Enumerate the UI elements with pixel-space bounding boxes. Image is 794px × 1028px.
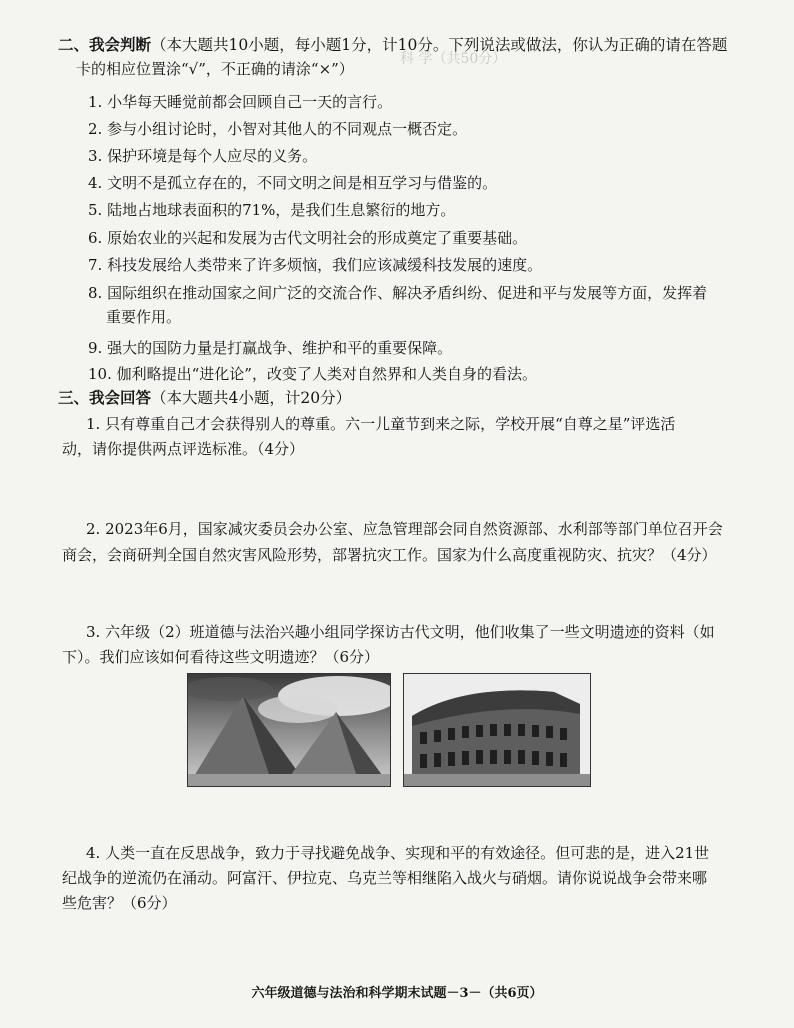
question-4-line1: 4. 人类一直在反思战争，致力于寻找避免战争、实现和平的有效途径。但可悲的是，进入21世 [86,844,710,862]
question-2-line2: 商会，会商研判全国自然灾害风险形势，部署抗灾工作。国家为什么高度重视防灾、抗灾？（4分） [62,546,717,564]
judge-item-4: 4. 文明不是孤立存在的，不同文明之间是相互学习与借鉴的。 [88,174,498,192]
judge-item-5: 5. 陆地占地球表面积的71%，是我们生息繁衍的地方。 [88,201,456,219]
page-footer: 六年级道德与法治和科学期末试题－3－（共6页） [251,986,543,1001]
judge-item-7: 7. 科技发展给人类带来了许多烦恼，我们应该减缓科技发展的速度。 [88,256,543,274]
question-1-line2: 动，请你提供两点评选标准。（4分） [62,440,305,458]
section2-note-cont: 卡的相应位置涂“√”，不正确的请涂“×”） [76,60,354,78]
judge-item-2: 2. 参与小组讨论时，小智对其他人的不同观点一概否定。 [88,120,468,138]
judge-item-10: 10. 伽利略提出“进化论”，改变了人类对自然界和人类自身的看法。 [88,365,537,383]
question-4-line3: 些危害？（6分） [62,894,177,912]
judge-item-3: 3. 保护环境是每个人应尽的义务。 [88,147,318,165]
judge-item-8: 8. 国际组织在推动国家之间广泛的交流合作、解决矛盾纠纷、促进和平与发展等方面，发挥着 [88,284,708,302]
section2-heading: 二、我会判断（本大题共10小题，每小题1分，计10分。下列说法或做法，你认为正确的请在答题 [58,35,728,54]
question-1-line1: 1. 只有尊重自己才会获得别人的尊重。六一儿童节到来之际，学校开展“自尊之星”评选活 [86,415,676,433]
judge-item-6: 6. 原始农业的兴起和发展为古代文明社会的形成奠定了重要基础。 [88,229,528,247]
question-2-line1: 2. 2023年6月，国家减灾委员会办公室、应急管理部会同自然资源部、水利部等部门单位召开会 [86,520,723,538]
judge-item-9: 9. 强大的国防力量是打赢战争、维护和平的重要保障。 [88,339,453,357]
question-3-line2: 下）。我们应该如何看待这些文明遗迹？（6分） [62,648,380,666]
pyramids-photo [187,673,391,787]
judge-item-8-cont: 重要作用。 [106,308,182,326]
question-3-line1: 3. 六年级（2）班道德与法治兴趣小组同学探访古代文明，他们收集了一些文明遗迹的资料（如 [86,623,715,641]
colosseum-photo [403,673,591,787]
section3-heading: 三、我会回答（本大题共4小题，计20分） [58,388,352,407]
bleed-through-text: 科 学（共50分） [400,51,507,67]
question-4-line2: 纪战争的逆流仍在涌动。阿富汗、伊拉克、乌克兰等相继陷入战火与硝烟。请你说说战争会带来哪 [62,869,708,887]
judge-item-1: 1. 小华每天睡觉前都会回顾自己一天的言行。 [88,93,393,111]
